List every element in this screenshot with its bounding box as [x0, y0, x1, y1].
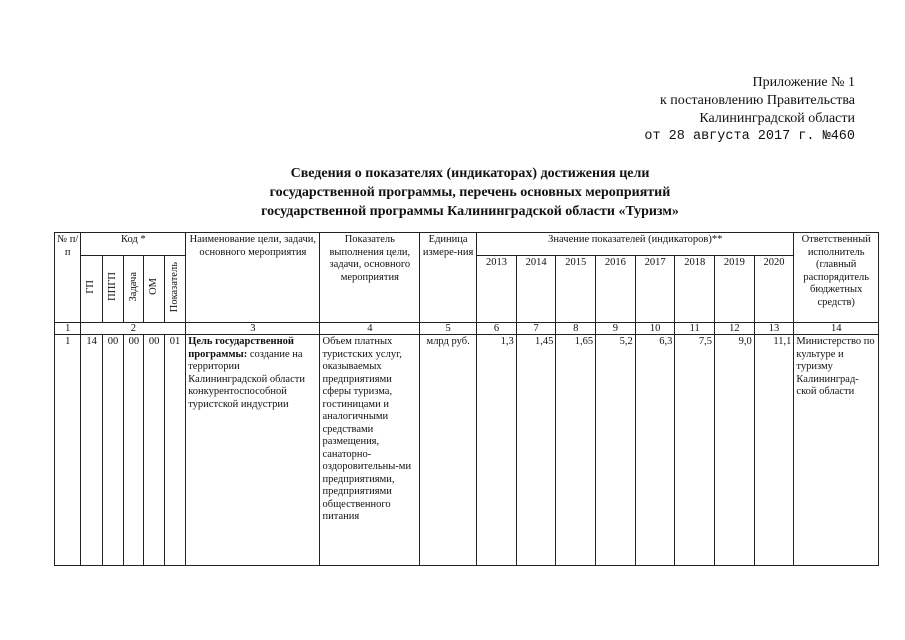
- column-number: 13: [754, 323, 794, 335]
- header-name: Наименование цели, задачи, основного мероприятия: [186, 233, 320, 323]
- header-values: Значение показателей (индикаторов)**: [477, 233, 794, 256]
- row-responsible: Министерство по культуре и туризму Калининград-ской области: [794, 335, 879, 566]
- column-number: 14: [794, 323, 879, 335]
- title-line-2: государственной программы, перечень основных мероприятий: [269, 185, 671, 200]
- header-code-task: Задача: [124, 256, 144, 323]
- header-code-om: ОМ: [144, 256, 164, 323]
- annex-title: Приложение № 1: [752, 75, 855, 90]
- row-unit: млрд руб.: [420, 335, 477, 566]
- column-number: 3: [186, 323, 320, 335]
- row-code-ppgp: 00: [102, 335, 123, 566]
- row-name-goal-text: создание на территории Калининградской области конкурентоспособной туристской индустрии: [188, 348, 305, 410]
- row-value-2020: 11,1: [754, 335, 794, 566]
- table-row: [55, 335, 879, 566]
- row-code-indicator: 01: [164, 335, 185, 566]
- header-year: 2013: [477, 256, 517, 323]
- row-num: 1: [55, 335, 81, 566]
- row-value-2016: 5,2: [596, 335, 636, 566]
- header-year: 2016: [596, 256, 636, 323]
- header-code: Код *: [81, 233, 186, 256]
- header-year: 2014: [516, 256, 556, 323]
- row-name: [186, 335, 320, 566]
- header-year: 2020: [754, 256, 794, 323]
- header-num: № п/п: [55, 233, 81, 323]
- column-number: 11: [675, 323, 715, 335]
- row-code-gp: 14: [81, 335, 102, 566]
- column-number: 12: [715, 323, 755, 335]
- title-line-1: Сведения о показателях (индикаторах) достижения цели: [290, 166, 650, 181]
- column-number: 8: [556, 323, 596, 335]
- header-responsible: Ответственный исполнитель (главный распорядитель бюджетных средств): [794, 233, 879, 323]
- annex-region: Калининградской области: [699, 111, 855, 126]
- header-year: 2015: [556, 256, 596, 323]
- indicators-table: [54, 232, 879, 566]
- header-year: 2018: [675, 256, 715, 323]
- row-value-2017: 6,3: [635, 335, 675, 566]
- row-value-2014: 1,45: [516, 335, 556, 566]
- column-number: 5: [420, 323, 477, 335]
- column-number: 7: [516, 323, 556, 335]
- annex-resolution: к постановлению Правительства: [659, 93, 855, 108]
- row-value-2015: 1,65: [556, 335, 596, 566]
- row-code-task: 00: [124, 335, 144, 566]
- header-row-1: [55, 233, 879, 256]
- column-number: 9: [596, 323, 636, 335]
- header-year: 2019: [715, 256, 755, 323]
- column-number: 4: [320, 323, 420, 335]
- row-indicator: Объем платных туристских услуг, оказываемых предприятиями сферы туризма, гостиницами и аналогичными средствами размещения, санаторно-оздоровительны-ми предприятиями, предприятиями общественного питания: [320, 335, 420, 566]
- title-line-3: государственной программы Калининградской области «Туризм»: [261, 204, 679, 219]
- column-number: 1: [55, 323, 81, 335]
- header-code-indicator: Показатель: [164, 256, 185, 323]
- header-code-ppgp: ППГП: [102, 256, 123, 323]
- column-number: 6: [477, 323, 517, 335]
- header-code-gp: ГП: [81, 256, 102, 323]
- header-year: 2017: [635, 256, 675, 323]
- column-number: 2: [81, 323, 186, 335]
- header-unit: Единица измере-ния: [420, 233, 477, 323]
- row-name-goal-label: Цель государственной программы:: [188, 336, 294, 360]
- row-value-2013: 1,3: [477, 335, 517, 566]
- row-code-om: 00: [144, 335, 164, 566]
- column-number-row: [55, 323, 879, 335]
- document-title: [150, 164, 790, 221]
- row-value-2018: 7,5: [675, 335, 715, 566]
- column-number: 10: [635, 323, 675, 335]
- row-value-2019: 9,0: [715, 335, 755, 566]
- annex-date: от 28 августа 2017 г. №460: [644, 129, 855, 144]
- header-indicator: Показатель выполнения цели, задачи, основного мероприятия: [320, 233, 420, 323]
- annex-header: [615, 74, 855, 146]
